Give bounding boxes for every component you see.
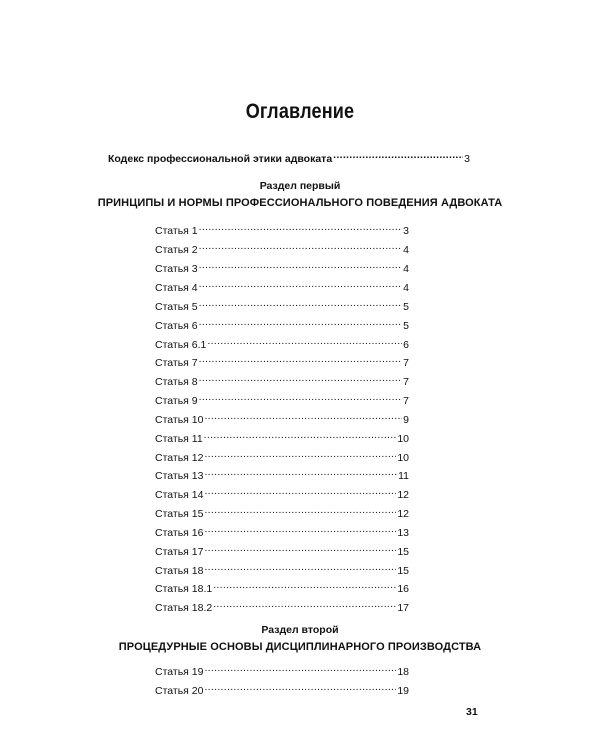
article-label: Статья 7 <box>155 357 198 369</box>
article-label: Статья 3 <box>155 263 198 275</box>
article-page: 15 <box>397 546 409 558</box>
article-label: Статья 18.2 <box>155 602 213 614</box>
toc-article[interactable] <box>155 661 409 679</box>
article-label: Статья 19 <box>155 666 204 678</box>
article-label: Статья 5 <box>155 301 198 313</box>
toc-article[interactable] <box>155 503 409 521</box>
dot-leader <box>199 315 403 329</box>
dot-leader <box>204 447 396 461</box>
toc-article[interactable] <box>155 352 409 370</box>
article-label: Статья 17 <box>155 546 204 558</box>
article-page: 7 <box>403 357 409 369</box>
section-1-title: ПРИНЦИПЫ И НОРМЫ ПРОФЕССИОНАЛЬНОГО ПОВЕДЕНИЯ АДВОКАТА <box>97 197 503 209</box>
dot-leader <box>333 148 463 162</box>
article-label: Статья 4 <box>155 282 198 294</box>
page-number: 31 <box>466 706 478 718</box>
article-page: 5 <box>403 301 409 313</box>
article-page: 12 <box>397 508 409 520</box>
article-page: 13 <box>397 527 409 539</box>
dot-leader <box>204 522 396 536</box>
article-label: Статья 1 <box>155 225 198 237</box>
article-label: Статья 13 <box>155 470 204 482</box>
dot-leader <box>199 296 403 310</box>
article-page: 9 <box>403 414 409 426</box>
dot-leader <box>199 371 403 385</box>
article-label: Статья 20 <box>155 685 204 697</box>
toc-article[interactable] <box>155 239 409 257</box>
toc-article[interactable] <box>155 522 409 540</box>
toc-main-entry-label: Кодекс профессиональной этики адвоката <box>108 153 333 165</box>
dot-leader <box>199 220 403 234</box>
article-page: 17 <box>397 602 409 614</box>
article-label: Статья 10 <box>155 414 204 426</box>
dot-leader <box>204 503 396 517</box>
article-page: 12 <box>397 489 409 501</box>
article-page: 19 <box>397 685 409 697</box>
article-page: 6 <box>403 339 409 351</box>
dot-leader <box>207 334 402 348</box>
article-label: Статья 6 <box>155 320 198 332</box>
article-label: Статья 18 <box>155 565 204 577</box>
toc-article[interactable] <box>155 371 409 389</box>
article-page: 15 <box>397 565 409 577</box>
toc-main-entry-page: 3 <box>464 153 470 165</box>
article-page: 3 <box>403 225 409 237</box>
toc-article[interactable] <box>155 484 409 502</box>
toc-article[interactable] <box>155 315 409 333</box>
dot-leader <box>199 239 403 253</box>
article-label: Статья 15 <box>155 508 204 520</box>
dot-leader <box>204 465 397 479</box>
dot-leader <box>204 680 396 694</box>
article-page: 5 <box>403 320 409 332</box>
toc-article[interactable] <box>155 277 409 295</box>
section-2-label: Раздел второй <box>261 624 339 636</box>
dot-leader <box>204 428 397 442</box>
toc-article[interactable] <box>155 465 409 483</box>
article-page: 7 <box>403 395 409 407</box>
article-page: 16 <box>397 583 409 595</box>
toc-article[interactable] <box>155 428 409 446</box>
toc-article[interactable] <box>155 578 409 596</box>
dot-leader <box>204 661 396 675</box>
toc-article[interactable] <box>155 258 409 276</box>
dot-leader <box>204 560 396 574</box>
dot-leader <box>199 390 403 404</box>
article-label: Статья 11 <box>155 433 203 445</box>
section-2-title: ПРОЦЕДУРНЫЕ ОСНОВЫ ДИСЦИПЛИНАРНОГО ПРОИЗВОДСТВА <box>118 641 482 653</box>
article-page: 4 <box>403 282 409 294</box>
dot-leader <box>213 578 396 592</box>
dot-leader <box>213 597 396 611</box>
toc-main-entry[interactable] <box>108 148 470 166</box>
toc-article[interactable] <box>155 220 409 238</box>
dot-leader <box>204 409 402 423</box>
toc-article[interactable] <box>155 334 409 352</box>
dot-leader <box>199 277 403 291</box>
article-label: Статья 12 <box>155 452 204 464</box>
toc-article[interactable] <box>155 390 409 408</box>
article-page: 4 <box>403 244 409 256</box>
article-label: Статья 8 <box>155 376 198 388</box>
toc-article[interactable] <box>155 409 409 427</box>
article-page: 10 <box>397 452 409 464</box>
toc-article[interactable] <box>155 560 409 578</box>
toc-article[interactable] <box>155 541 409 559</box>
article-label: Статья 9 <box>155 395 198 407</box>
article-page: 11 <box>398 470 409 482</box>
section-1-label: Раздел первый <box>259 180 341 192</box>
article-page: 4 <box>403 263 409 275</box>
toc-article[interactable] <box>155 597 409 615</box>
toc-article[interactable] <box>155 680 409 698</box>
dot-leader <box>199 352 403 366</box>
toc-article[interactable] <box>155 447 409 465</box>
page-title: Оглавление <box>245 100 355 123</box>
dot-leader <box>204 484 396 498</box>
article-page: 10 <box>397 433 409 445</box>
dot-leader <box>199 258 403 272</box>
article-page: 7 <box>403 376 409 388</box>
toc-article[interactable] <box>155 296 409 314</box>
dot-leader <box>204 541 396 555</box>
article-label: Статья 14 <box>155 489 204 501</box>
article-label: Статья 2 <box>155 244 198 256</box>
article-label: Статья 18.1 <box>155 583 213 595</box>
article-page: 18 <box>397 666 409 678</box>
article-label: Статья 6.1 <box>155 339 207 351</box>
article-label: Статья 16 <box>155 527 204 539</box>
